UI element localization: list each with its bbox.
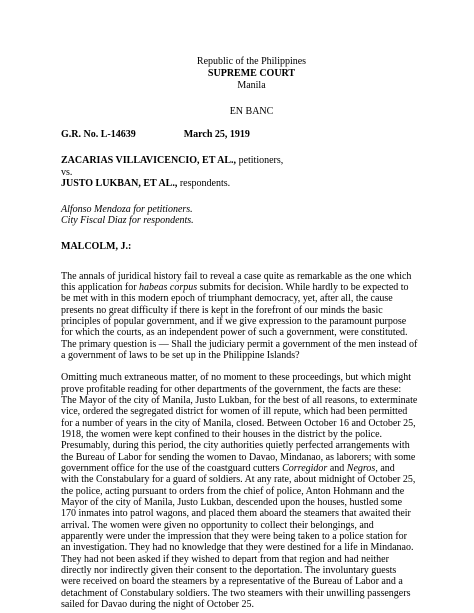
paragraph-line: The primary question is — Shall the judiciary permit a government of the men instead of <box>61 338 418 350</box>
paragraph-line: 170 inmates into patrol wagons, and placed them aboard the steamers that awaited their <box>61 508 411 520</box>
paragraph-line: an investigation. They had no knowledge that they were destined for a life in Mindanao. <box>61 542 414 554</box>
counsel-block <box>61 204 442 227</box>
respondents-counsel: City Fiscal Diaz for respondents. <box>61 215 194 226</box>
paragraph-line: were received on board the steamers by a representative of the Bureau of Labor and a <box>61 576 403 588</box>
text-run: this application for <box>61 281 140 293</box>
italic-term: Corregidor <box>282 463 328 474</box>
paragraph-line <box>61 282 442 293</box>
paragraph-line: Mayor of the city of Manila, Justo Lukban, descended upon the houses, hustled some <box>61 497 403 509</box>
text-run: government office for the use of the coastguard cutters <box>61 463 283 474</box>
paragraph-line: 1918, the women were kept confined to their houses in the district by the police. <box>61 428 383 440</box>
petitioners-role: petitioners, <box>236 155 284 166</box>
ponente: MALCOLM, J.: <box>61 240 132 252</box>
country-line: Republic of the Philippines <box>196 56 307 67</box>
case-number: G.R. No. L-14639 <box>61 129 136 140</box>
paragraph-line: The annals of juridical history fail to reveal a case quite as remarkable as the one which <box>61 270 412 282</box>
decision-date: March 25, 1919 <box>183 129 250 140</box>
petitioners-name: ZACARIAS VILLAVICENCIO, ET AL., <box>61 155 237 166</box>
paragraph-1 <box>61 271 442 362</box>
text-run: , and <box>375 463 395 474</box>
paragraph-2 <box>61 372 442 610</box>
court-name: SUPREME COURT <box>207 68 296 79</box>
paragraph-line: for which the courts, as an independent power of such a government, were constituted. <box>61 327 408 339</box>
paragraph-line: principles of popular government, and if we give expression to the paramount purpose <box>61 315 407 327</box>
paragraph-line: the Bureau of Labor for sending the women to Davao, Mindanao, as laborers; with some <box>61 451 416 463</box>
paragraph-line: apparently were under the impression that they were being taken to a police station for <box>61 531 407 543</box>
case-parties <box>61 155 442 190</box>
respondents-name: JUSTO LUKBAN, ET AL., <box>61 178 178 189</box>
paragraph-line: Omitting much extraneous matter, of no moment to these proceedings, but which might <box>61 372 412 384</box>
paragraph-line: They had not been asked if they wished to depart from that region and had neither <box>61 553 389 565</box>
paragraph-line: Presumably, during this period, the city authorities quietly perfected arrangements with <box>61 440 410 452</box>
case-number-line <box>61 129 442 140</box>
paragraph-line: directly nor indirectly given their consent to the deportation. The involuntary guests <box>61 565 397 577</box>
paragraph-line <box>61 463 442 474</box>
versus-label: vs. <box>61 166 73 178</box>
paragraph-line: arrival. The women were given no opportunity to collect their belongings, and <box>61 519 374 531</box>
italic-term: habeas corpus <box>139 281 198 293</box>
text-run: and <box>327 463 347 474</box>
paragraph-line: be met with in this modern epoch of triumphant democracy, yet, after all, the cause <box>61 293 393 305</box>
paragraph-line: The Mayor of the city of Manila, Justo Lukban, for the best of all reasons, to exterminate <box>61 394 418 406</box>
petitioners-line <box>61 155 442 167</box>
paragraph-line: prove profitable reading for other departments of the government, the facts are these: <box>61 383 402 395</box>
respondents-line <box>61 178 442 190</box>
text-run: submits for decision. While hardly to be expected to <box>197 281 409 293</box>
paragraph-line: a government of laws to be set up in the Philippine Islands? <box>61 349 300 361</box>
paragraph-line: the police, acting pursuant to orders from the chief of police, Anton Hohmann and the <box>61 485 405 497</box>
paragraph-line: with the Constabulary for a guard of soldiers. At any rate, about midnight of October 25, <box>61 474 416 486</box>
petitioners-counsel: Alfonso Mendoza for petitioners. <box>61 203 193 215</box>
paragraph-line: vice, ordered the segregated district for women of ill repute, which had been permitted <box>61 406 408 418</box>
respondents-role: respondents. <box>177 178 231 189</box>
court-header <box>61 56 442 92</box>
paragraph-line: detachment of Constabulary soldiers. The two steamers with their unwilling passengers <box>61 587 411 599</box>
paragraph-line: presents no great difficulty if there is kept in the forefront of our minds the basic <box>61 304 383 316</box>
city-line: Manila <box>237 80 266 91</box>
paragraph-line: sailed for Davao during the night of October 25. <box>61 599 255 611</box>
paragraph-line: for a number of years in the city of Manila, closed. Between October 16 and October 25, <box>61 417 416 429</box>
italic-term: Negros <box>346 463 376 474</box>
division-label: EN BANC <box>229 106 274 117</box>
